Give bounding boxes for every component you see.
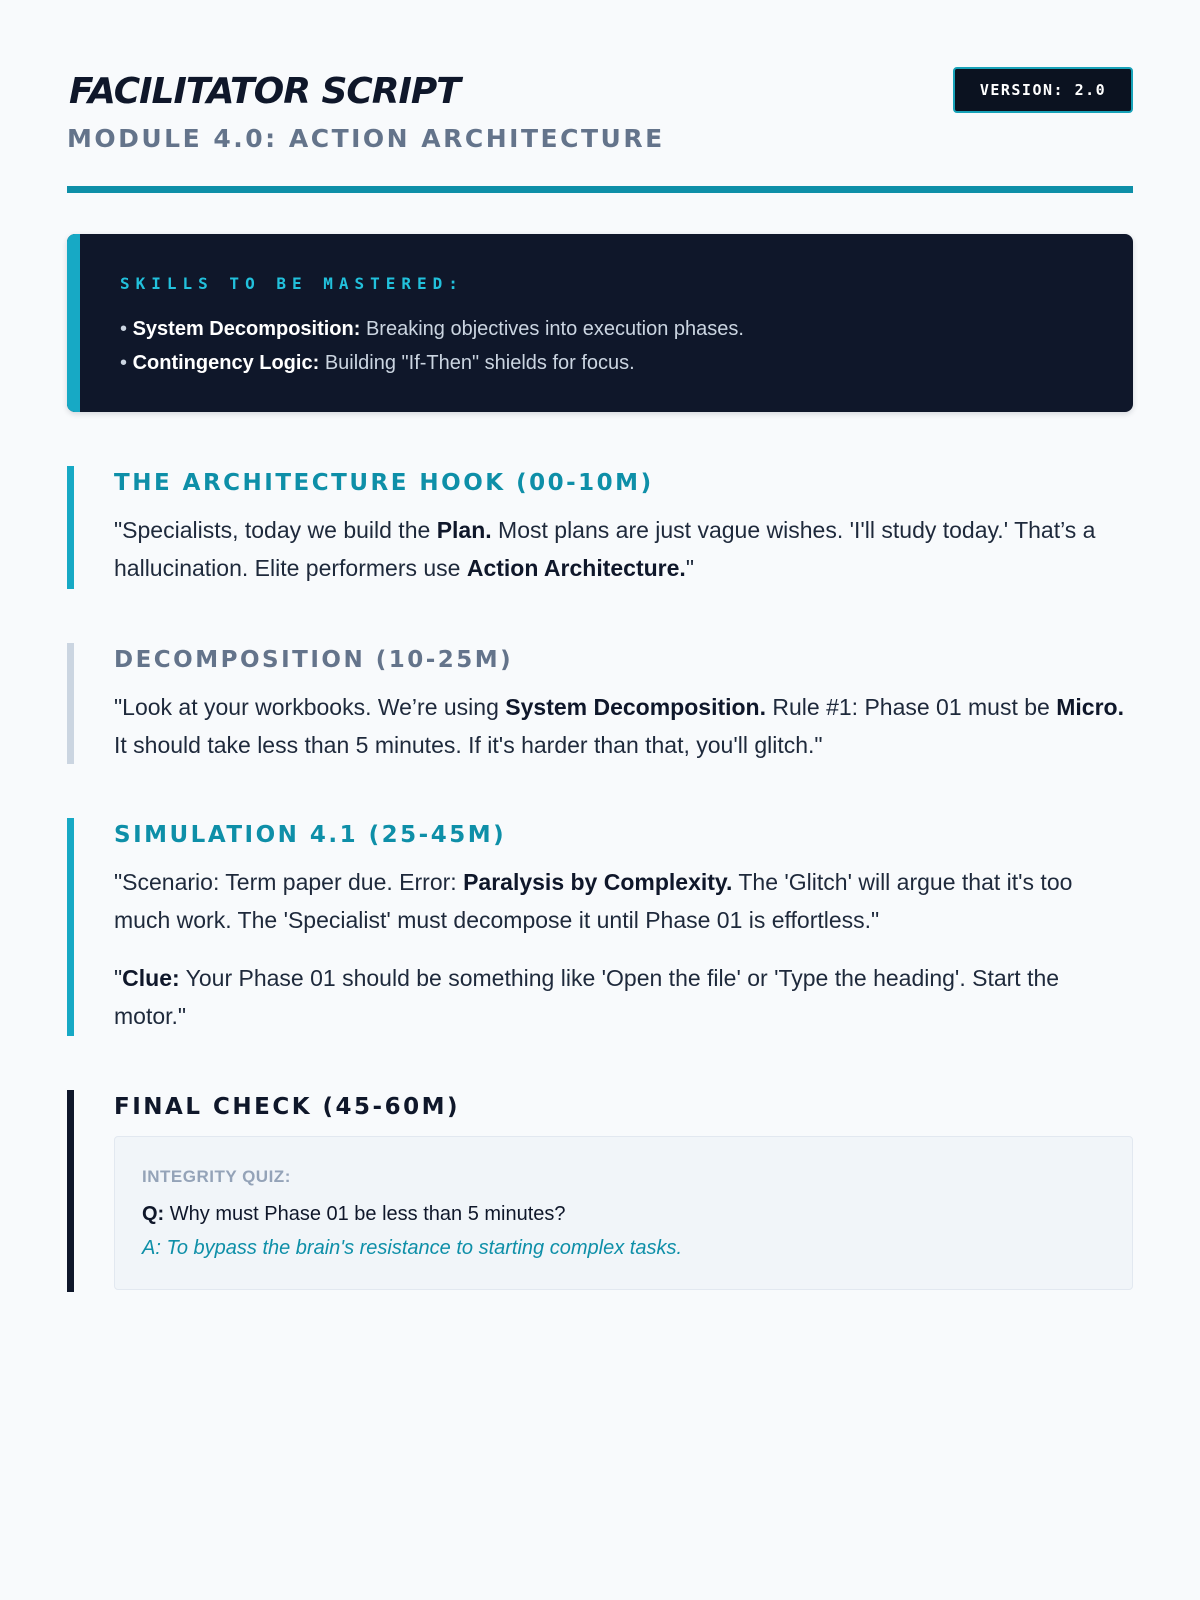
section-heading: THE ARCHITECTURE HOOK (00-10M) [114,470,654,496]
bullet: • [120,318,128,340]
skill-item-contingency [120,346,744,380]
section-simulation [67,818,1133,1036]
section-heading: DECOMPOSITION (10-25M) [114,647,514,673]
section-accent-bar [67,818,74,1036]
section-heading: SIMULATION 4.1 (25-45M) [114,822,507,848]
quiz-question: Q: Why must Phase 01 be less than 5 minutes? [142,1203,566,1225]
section-script-text: "Scenario: Term paper due. Error: Paralysis by Complexity. The 'Glitch' will argue that it's too much work. The 'Specialist' must decompose it until Phase 01 is effortless." [114,869,1073,933]
skills-heading: SKILLS TO BE MASTERED: [120,274,464,293]
skill-item-decomposition [120,312,744,346]
skill-term: System Decomposition: [132,318,361,340]
section-decomposition [67,643,1133,764]
bullet: • [120,352,128,374]
page-title: FACILITATOR SCRIPT [69,71,460,112]
section-script-text: "Look at your workbooks. We’re using System Decomposition. Rule #1: Phase 01 must be Micro. It should take less than 5 minutes. If it's harder than that, you'll glitch." [114,694,1124,758]
module-subtitle: MODULE 4.0: ACTION ARCHITECTURE [67,124,665,153]
section-final-check [67,1090,1133,1292]
section-clue-text: "Clue: Your Phase 01 should be something like 'Open the file' or 'Type the heading'. Start the motor." [114,965,1060,1029]
quiz-label: INTEGRITY QUIZ: [142,1167,291,1186]
section-heading: FINAL CHECK (45-60M) [114,1094,461,1120]
skill-description: Breaking objectives into execution phases. [365,318,744,340]
skills-accent-bar [67,234,80,412]
integrity-quiz-box [114,1136,1133,1290]
section-accent-bar [67,466,74,589]
section-architecture-hook [67,466,1133,589]
page-header [67,0,1133,193]
section-accent-bar [67,1090,74,1292]
skills-list [120,312,744,380]
section-accent-bar [67,643,74,764]
section-script-text: "Specialists, today we build the Plan. Most plans are just vague wishes. 'I'll study today.' That’s a hallucination. Elite performers use Action Architecture." [114,517,1096,581]
quiz-answer: A: To bypass the brain's resistance to starting complex tasks. [142,1237,682,1259]
skill-term: Contingency Logic: [132,352,320,374]
version-badge: VERSION: 2.0 [953,67,1133,113]
skill-description: Building "If-Then" shields for focus. [324,352,635,374]
header-divider [67,186,1133,193]
skills-card [67,234,1133,412]
